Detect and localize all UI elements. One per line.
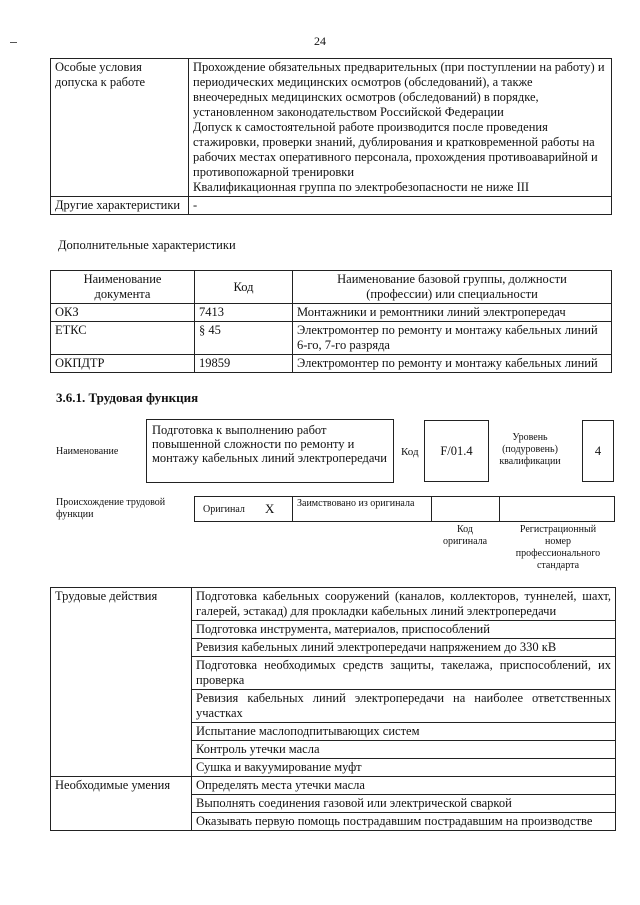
- function-name: Подготовка к выполнению работ повышенной сложности по ремонту и монтажу кабельных линий электропередачи: [152, 423, 387, 465]
- table-cell: Монтажники и ремонтники линий электропередач: [293, 304, 612, 322]
- requirement-line: Прохождение обязательных предварительных (при поступлении на работу) и периодических медицинских осмотров (обследований), а также внеочередных медицинских осмотров (обследований) в порядке, установленном законодательством Российской Федерации: [193, 60, 605, 119]
- column-header: Код: [195, 271, 293, 304]
- skill-item: Оказывать первую помощь пострадавшим пострадавшим на производстве: [192, 813, 616, 831]
- action-item: Подготовка инструмента, материалов, приспособлений: [192, 621, 616, 639]
- borrowed-cell: [292, 496, 432, 522]
- column-header: Наименование базовой группы, должности (профессии) или специальности: [293, 271, 612, 304]
- table-cell: Электромонтер по ремонту и монтажу кабельных линий 6-го, 7-го разряда: [293, 322, 612, 355]
- original-mark: X: [265, 501, 275, 516]
- table-row: [51, 322, 612, 355]
- table-cell: Электромонтер по ремонту и монтажу кабельных линий: [293, 355, 612, 373]
- requirement-line: Допуск к самостоятельной работе производится после проведения стажировки, проверки знаний, дублирования и кратковременной работы на рабочих местах оперативного персонала, прохождения противоаварийной и противопожарной тренировки: [193, 120, 598, 179]
- table-cell: ОКЗ: [51, 304, 195, 322]
- code-value: F/01.4: [440, 443, 473, 458]
- group-label: Трудовые действия: [51, 588, 192, 777]
- origin-label: Происхождение трудовой функции: [56, 497, 166, 520]
- row-label: Особые условия допуска к работе: [51, 59, 189, 197]
- level-box: [582, 420, 614, 482]
- row-value: -: [189, 197, 612, 215]
- level-label: Уровень (подуровень) квалификации: [499, 432, 561, 467]
- skill-item: Выполнять соединения газовой или электрической сваркой: [192, 795, 616, 813]
- admission-conditions-table: [50, 58, 612, 215]
- code-label: Код: [401, 446, 419, 458]
- page-number: 24: [314, 34, 326, 48]
- function-name-box: [146, 419, 394, 483]
- original-cell: [194, 496, 293, 522]
- action-item: Контроль утечки масла: [192, 741, 616, 759]
- reg-number-caption: Регистрационный номер профессионального стандарта: [515, 524, 601, 571]
- skill-item: Определять места утечки масла: [192, 777, 616, 795]
- labor-actions-table: [50, 587, 616, 831]
- action-item: Сушка и вакуумирование муфт: [192, 759, 616, 777]
- table-cell: 19859: [195, 355, 293, 373]
- table-row: [51, 777, 616, 795]
- action-item: Подготовка кабельных сооружений (каналов, коллекторов, туннелей, шахт, галерей, эстакад) для прокладки кабельных линий электропередачи: [192, 588, 616, 621]
- code-box: [424, 420, 489, 482]
- function-heading: 3.6.1. Трудовая функция: [56, 390, 199, 405]
- action-item: Ревизия кабельных линий электропередачи напряжением до 330 кВ: [192, 639, 616, 657]
- table-cell: ОКПДТР: [51, 355, 195, 373]
- origin-code-cell: [431, 496, 500, 522]
- borrowed-label: Заимствовано из оригинала: [297, 498, 415, 509]
- classification-table: [50, 270, 612, 373]
- level-value: 4: [594, 443, 602, 458]
- section-subtitle: Дополнительные характеристики: [58, 238, 236, 252]
- group-label: Необходимые умения: [51, 777, 192, 831]
- table-cell: ЕТКС: [51, 322, 195, 355]
- column-header: Наименование документа: [51, 271, 195, 304]
- table-cell: 7413: [195, 304, 293, 322]
- origin-code-caption: Код оригинала: [442, 524, 488, 547]
- requirement-line: Квалификационная группа по электробезопасности не ниже III: [193, 180, 530, 194]
- row-label: Другие характеристики: [51, 197, 189, 215]
- row-value: [189, 59, 612, 197]
- table-row: [51, 59, 612, 197]
- name-label: Наименование: [56, 446, 119, 457]
- table-row: [51, 588, 616, 621]
- action-item: Испытание маслоподпитывающих систем: [192, 723, 616, 741]
- table-row: [51, 197, 612, 215]
- table-row: [51, 304, 612, 322]
- table-row: [51, 355, 612, 373]
- reg-number-cell: [499, 496, 615, 522]
- table-header-row: [51, 271, 612, 304]
- action-item: Ревизия кабельных линий электропередачи на наиболее ответственных участках: [192, 690, 616, 723]
- action-item: Подготовка необходимых средств защиты, такелажа, приспособлений, их проверка: [192, 657, 616, 690]
- table-cell: § 45: [195, 322, 293, 355]
- original-label: Оригинал: [203, 504, 245, 515]
